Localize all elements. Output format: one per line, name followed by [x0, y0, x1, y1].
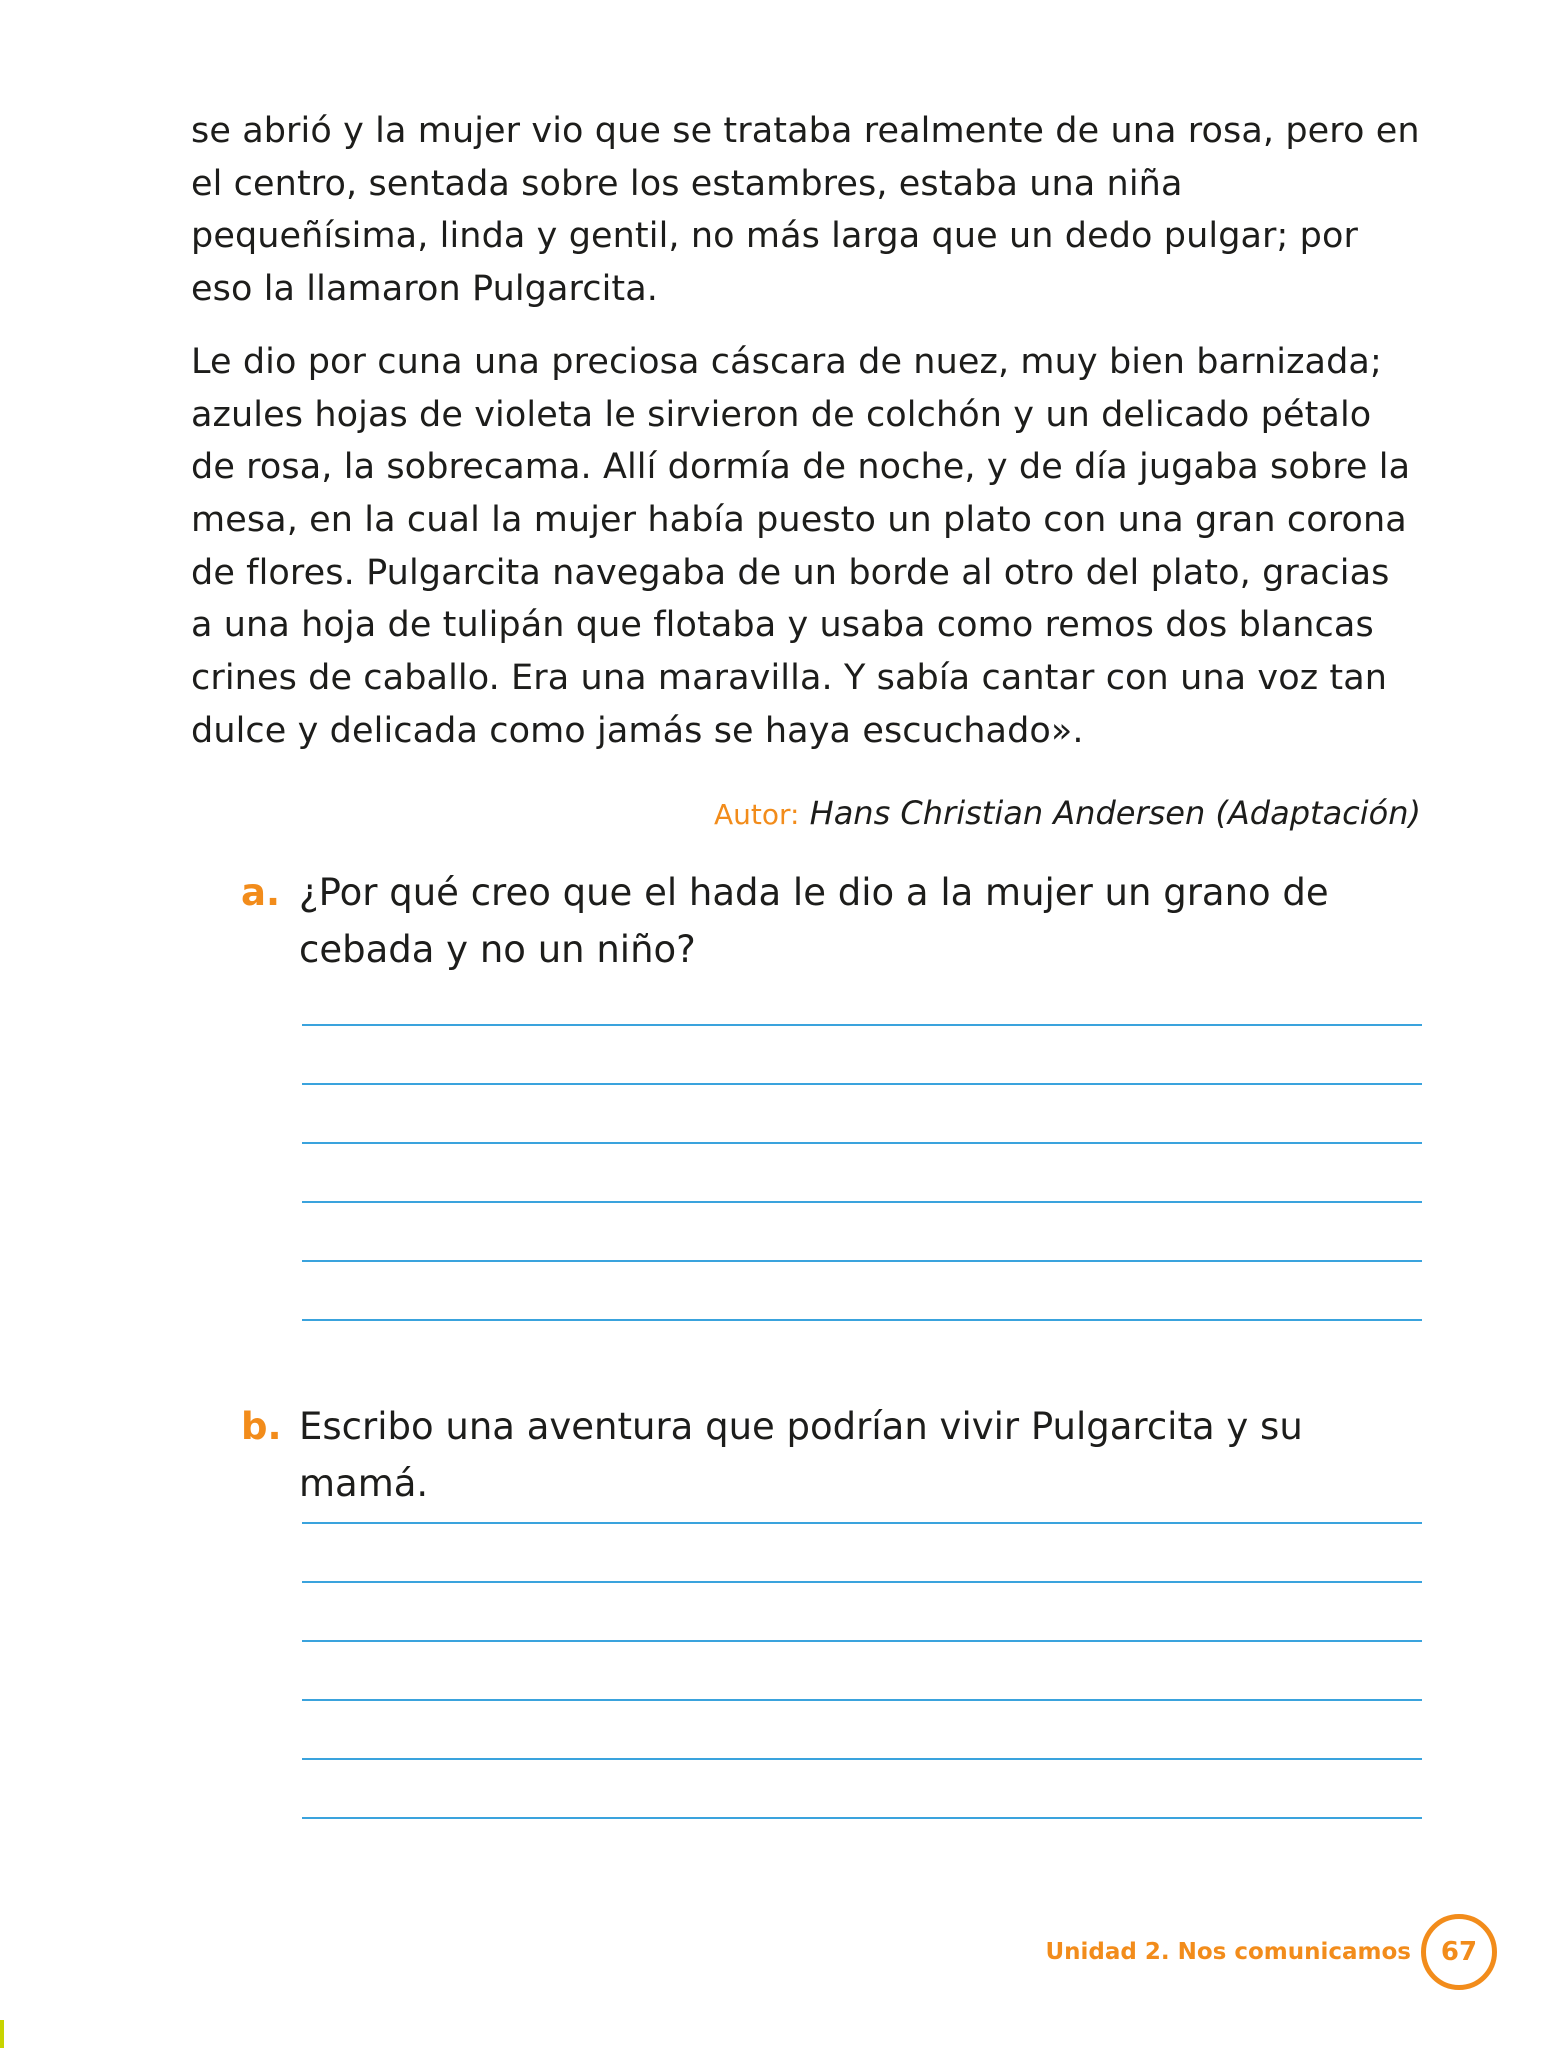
- answer-line[interactable]: [302, 1699, 1422, 1701]
- story-text: [191, 105, 1421, 777]
- page-footer: [1045, 1914, 1497, 1990]
- story-paragraph: se abrió y la mujer vio que se trataba realmente de una rosa, pero en el centro, sentada sobre los estambres, estaba una niña pequeñísima, linda y gentil, no más larga que un dedo pulgar; por eso la llamaron Pulgarcita.: [191, 111, 1420, 310]
- unit-title: Unidad 2. Nos comunicamos: [1045, 1939, 1411, 1965]
- answer-line[interactable]: [302, 1581, 1422, 1583]
- answer-line[interactable]: [302, 1817, 1422, 1819]
- question-b-letter: b.: [241, 1405, 282, 1448]
- answer-line[interactable]: [302, 1201, 1422, 1203]
- answer-line[interactable]: [302, 1522, 1422, 1524]
- answer-line[interactable]: [302, 1319, 1422, 1321]
- author-name: Hans Christian Andersen (Adaptación): [809, 794, 1421, 832]
- page-edge-mark: [0, 2020, 4, 2048]
- author-label: Autor:: [713, 798, 800, 831]
- answer-line[interactable]: [302, 1024, 1422, 1026]
- page-number: 67: [1421, 1914, 1497, 1990]
- answer-lines-a[interactable]: [302, 1024, 1422, 1378]
- answer-line[interactable]: [302, 1758, 1422, 1760]
- answer-lines-b[interactable]: [302, 1522, 1422, 1876]
- question-a-text: ¿Por qué creo que el hada le dio a la mujer un grano de cebada y no un niño?: [299, 871, 1329, 971]
- answer-line[interactable]: [302, 1640, 1422, 1642]
- question-a-letter: a.: [241, 871, 281, 914]
- answer-line[interactable]: [302, 1260, 1422, 1262]
- author-credit: [714, 793, 1421, 835]
- answer-line[interactable]: [302, 1083, 1422, 1085]
- question-a: [241, 864, 1421, 978]
- question-b-text: Escribo una aventura que podrían vivir Pulgarcita y su mamá.: [299, 1405, 1303, 1505]
- story-paragraph: Le dio por cuna una preciosa cáscara de nuez, muy bien barnizada; azules hojas de violeta le sirvieron de colchón y un delicado pétalo de rosa, la sobrecama. Allí dormía de noche, y de día jugaba sobre la mesa, en la cual la mujer había puesto un plato con una gran corona de flores. Pulgarcita navegaba de un borde al otro del plato, gracias a una hoja de tulipán que flotaba y usaba como remos dos blancas crines de caballo. Era una maravilla. Y sabía cantar con una voz tan dulce y delicada como jamás se haya escuchado».: [191, 341, 1411, 751]
- answer-line[interactable]: [302, 1142, 1422, 1144]
- question-b: [241, 1398, 1421, 1512]
